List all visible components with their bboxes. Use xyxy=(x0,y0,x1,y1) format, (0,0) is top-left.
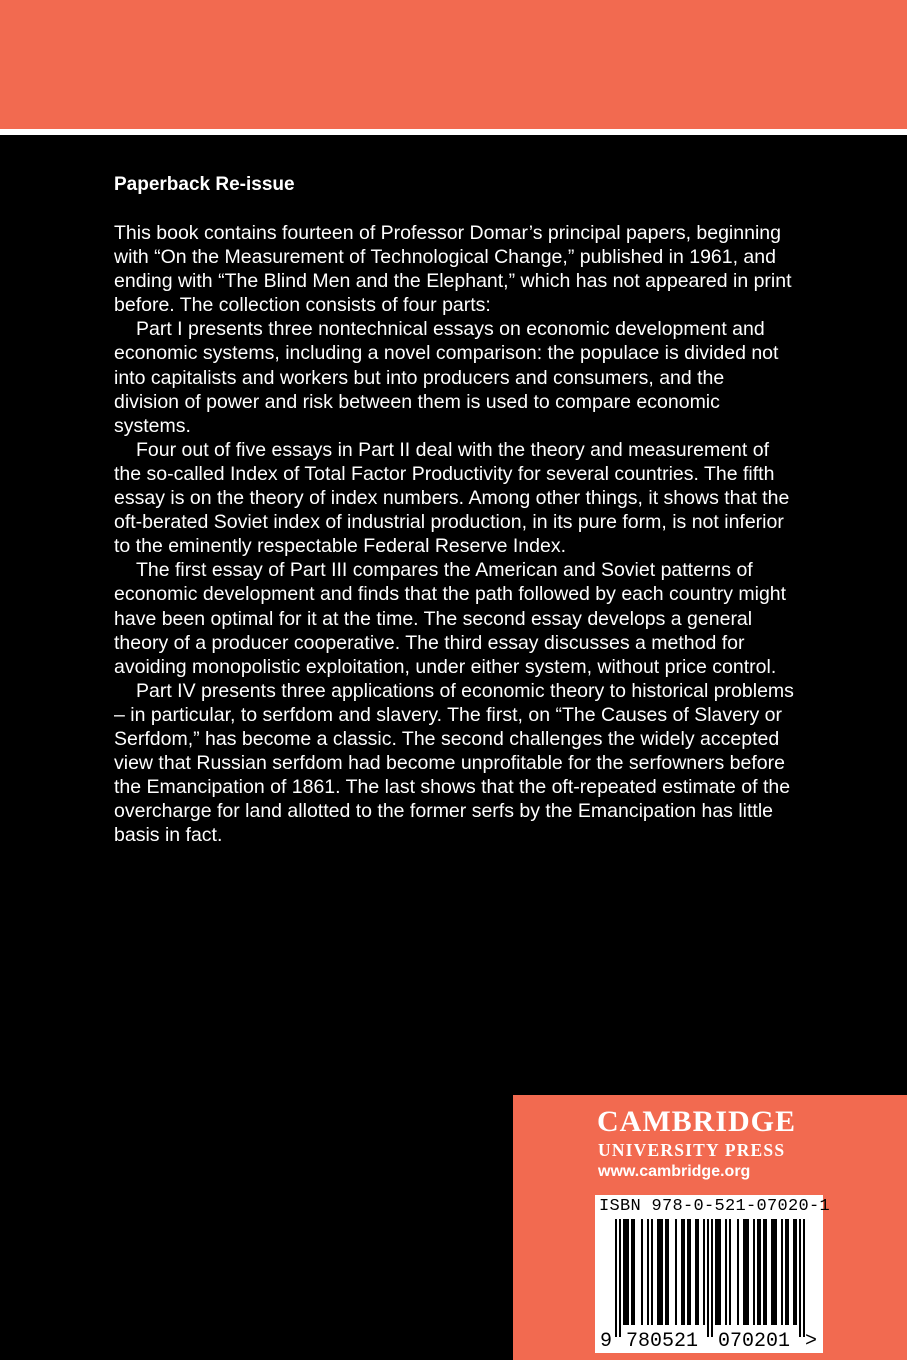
barcode-bar xyxy=(657,1219,659,1325)
barcode-bar xyxy=(689,1219,691,1325)
part-three-paragraph: The first essay of Part III compares the American and Soviet patterns of economic development and finds that the path followed by each country might have been optimal for it at the time. The second essay develops a general theory of a producer cooperative. The third essay discusses a method for avoiding monopolistic exploitation, under either system, without price control. xyxy=(114,559,787,678)
barcode-bar xyxy=(753,1219,755,1325)
barcode-bar xyxy=(623,1219,625,1325)
barcode-bar xyxy=(765,1219,767,1325)
barcode-bar xyxy=(745,1219,747,1325)
barcode-bar xyxy=(707,1219,709,1337)
barcode-bar xyxy=(773,1219,775,1325)
barcode-bars xyxy=(615,1219,805,1337)
barcode-marker: > xyxy=(805,1330,818,1353)
barcode-bar xyxy=(795,1219,797,1325)
barcode-bar xyxy=(667,1219,669,1325)
barcode-bar xyxy=(781,1219,783,1325)
barcode-bar xyxy=(703,1219,705,1325)
publisher-name: CAMBRIDGE xyxy=(597,1105,797,1138)
barcode-bar xyxy=(787,1219,789,1325)
barcode-bar xyxy=(627,1219,629,1325)
barcode-bar xyxy=(785,1219,787,1325)
intro-paragraph: This book contains fourteen of Professor Domar’s principal papers, beginning with “On the Measurement of Technological Change,” published in 1961, and ending with “The Blind Men and the Elephant,” which has not appeared in print before. The collection consists of four parts: xyxy=(114,222,792,317)
barcode-bar xyxy=(793,1219,795,1325)
isbn-barcode xyxy=(595,1195,831,1353)
part-one-paragraph: Part I presents three nontechnical essays on economic development and economic systems, including a novel comparison: the populace is divided not into capitalists and workers but into producers and consumers, and the division of power and risk between them is used to compare economic systems. xyxy=(114,318,779,437)
barcode-bar xyxy=(729,1219,731,1325)
divider-rule xyxy=(0,129,907,135)
barcode-bar xyxy=(763,1219,765,1325)
barcode-bar xyxy=(651,1219,653,1325)
barcode-bar xyxy=(775,1219,777,1325)
barcode-bar xyxy=(737,1219,739,1325)
back-cover-text xyxy=(114,173,794,847)
publisher-press: UNIVERSITY PRESS xyxy=(598,1140,786,1160)
barcode-bar xyxy=(697,1219,699,1325)
barcode-bar xyxy=(641,1219,643,1325)
barcode-graphic xyxy=(595,1195,823,1353)
barcode-bar xyxy=(647,1219,649,1325)
barcode-bar xyxy=(757,1219,759,1325)
barcode-bar xyxy=(683,1219,685,1325)
barcode-bar xyxy=(631,1219,633,1325)
barcode-bar xyxy=(799,1219,801,1337)
barcode-bar xyxy=(719,1219,721,1325)
barcode-bar xyxy=(675,1219,677,1325)
barcode-bar xyxy=(661,1219,663,1325)
barcode-bar xyxy=(665,1219,667,1325)
barcode-digits-left: 780521 xyxy=(626,1330,699,1353)
barcode-bar xyxy=(625,1219,627,1325)
barcode-bar xyxy=(759,1219,761,1325)
barcode-bar xyxy=(771,1219,773,1325)
barcode-digits-right: 070201 xyxy=(718,1330,791,1353)
barcode-bar xyxy=(633,1219,635,1325)
barcode-bar xyxy=(747,1219,749,1325)
part-four-paragraph: Part IV presents three applications of economic theory to historical problems – in particular, to serfdom and slavery. The first, on “The Causes of Slavery or Serfdom,” has become a classic. The second challenges the widely accepted view that Russian serfdom had become unprofitable for the serfowners before the Emancipation of 1861. The last shows that the oft-repeated estimate of the overcharge for land allotted to the former serfs by the Emancipation has little basis in fact. xyxy=(114,679,794,847)
barcode-bar xyxy=(659,1219,661,1325)
part-two-paragraph: Four out of five essays in Part II deal with the theory and measurement of the so-called Index of Total Factor Productivity for several countries. The fifth essay is on the theory of index numbers. Among other things, it shows that the oft-berated Soviet index of industrial production, in its pure form, is not inferior to the eminently respectable Federal Reserve Index. xyxy=(114,438,790,558)
barcode-bar xyxy=(695,1219,697,1325)
barcode-bar xyxy=(803,1219,805,1337)
barcode-bar xyxy=(619,1219,621,1337)
isbn-label: ISBN 978-0-521-07020-1 xyxy=(599,1197,831,1216)
top-color-band xyxy=(0,0,907,129)
barcode-bar xyxy=(717,1219,719,1325)
barcode-bar xyxy=(681,1219,683,1325)
barcode-bar xyxy=(711,1219,713,1337)
barcode-digit-first: 9 xyxy=(600,1330,613,1353)
section-heading: Paperback Re-issue xyxy=(114,174,295,195)
barcode-bar xyxy=(687,1219,689,1325)
barcode-bar xyxy=(725,1219,727,1325)
publisher-url: www.cambridge.org xyxy=(598,1163,751,1180)
barcode-bar xyxy=(715,1219,717,1325)
barcode-bar xyxy=(615,1219,617,1337)
barcode-bar xyxy=(743,1219,745,1325)
publisher-panel xyxy=(513,1095,907,1360)
